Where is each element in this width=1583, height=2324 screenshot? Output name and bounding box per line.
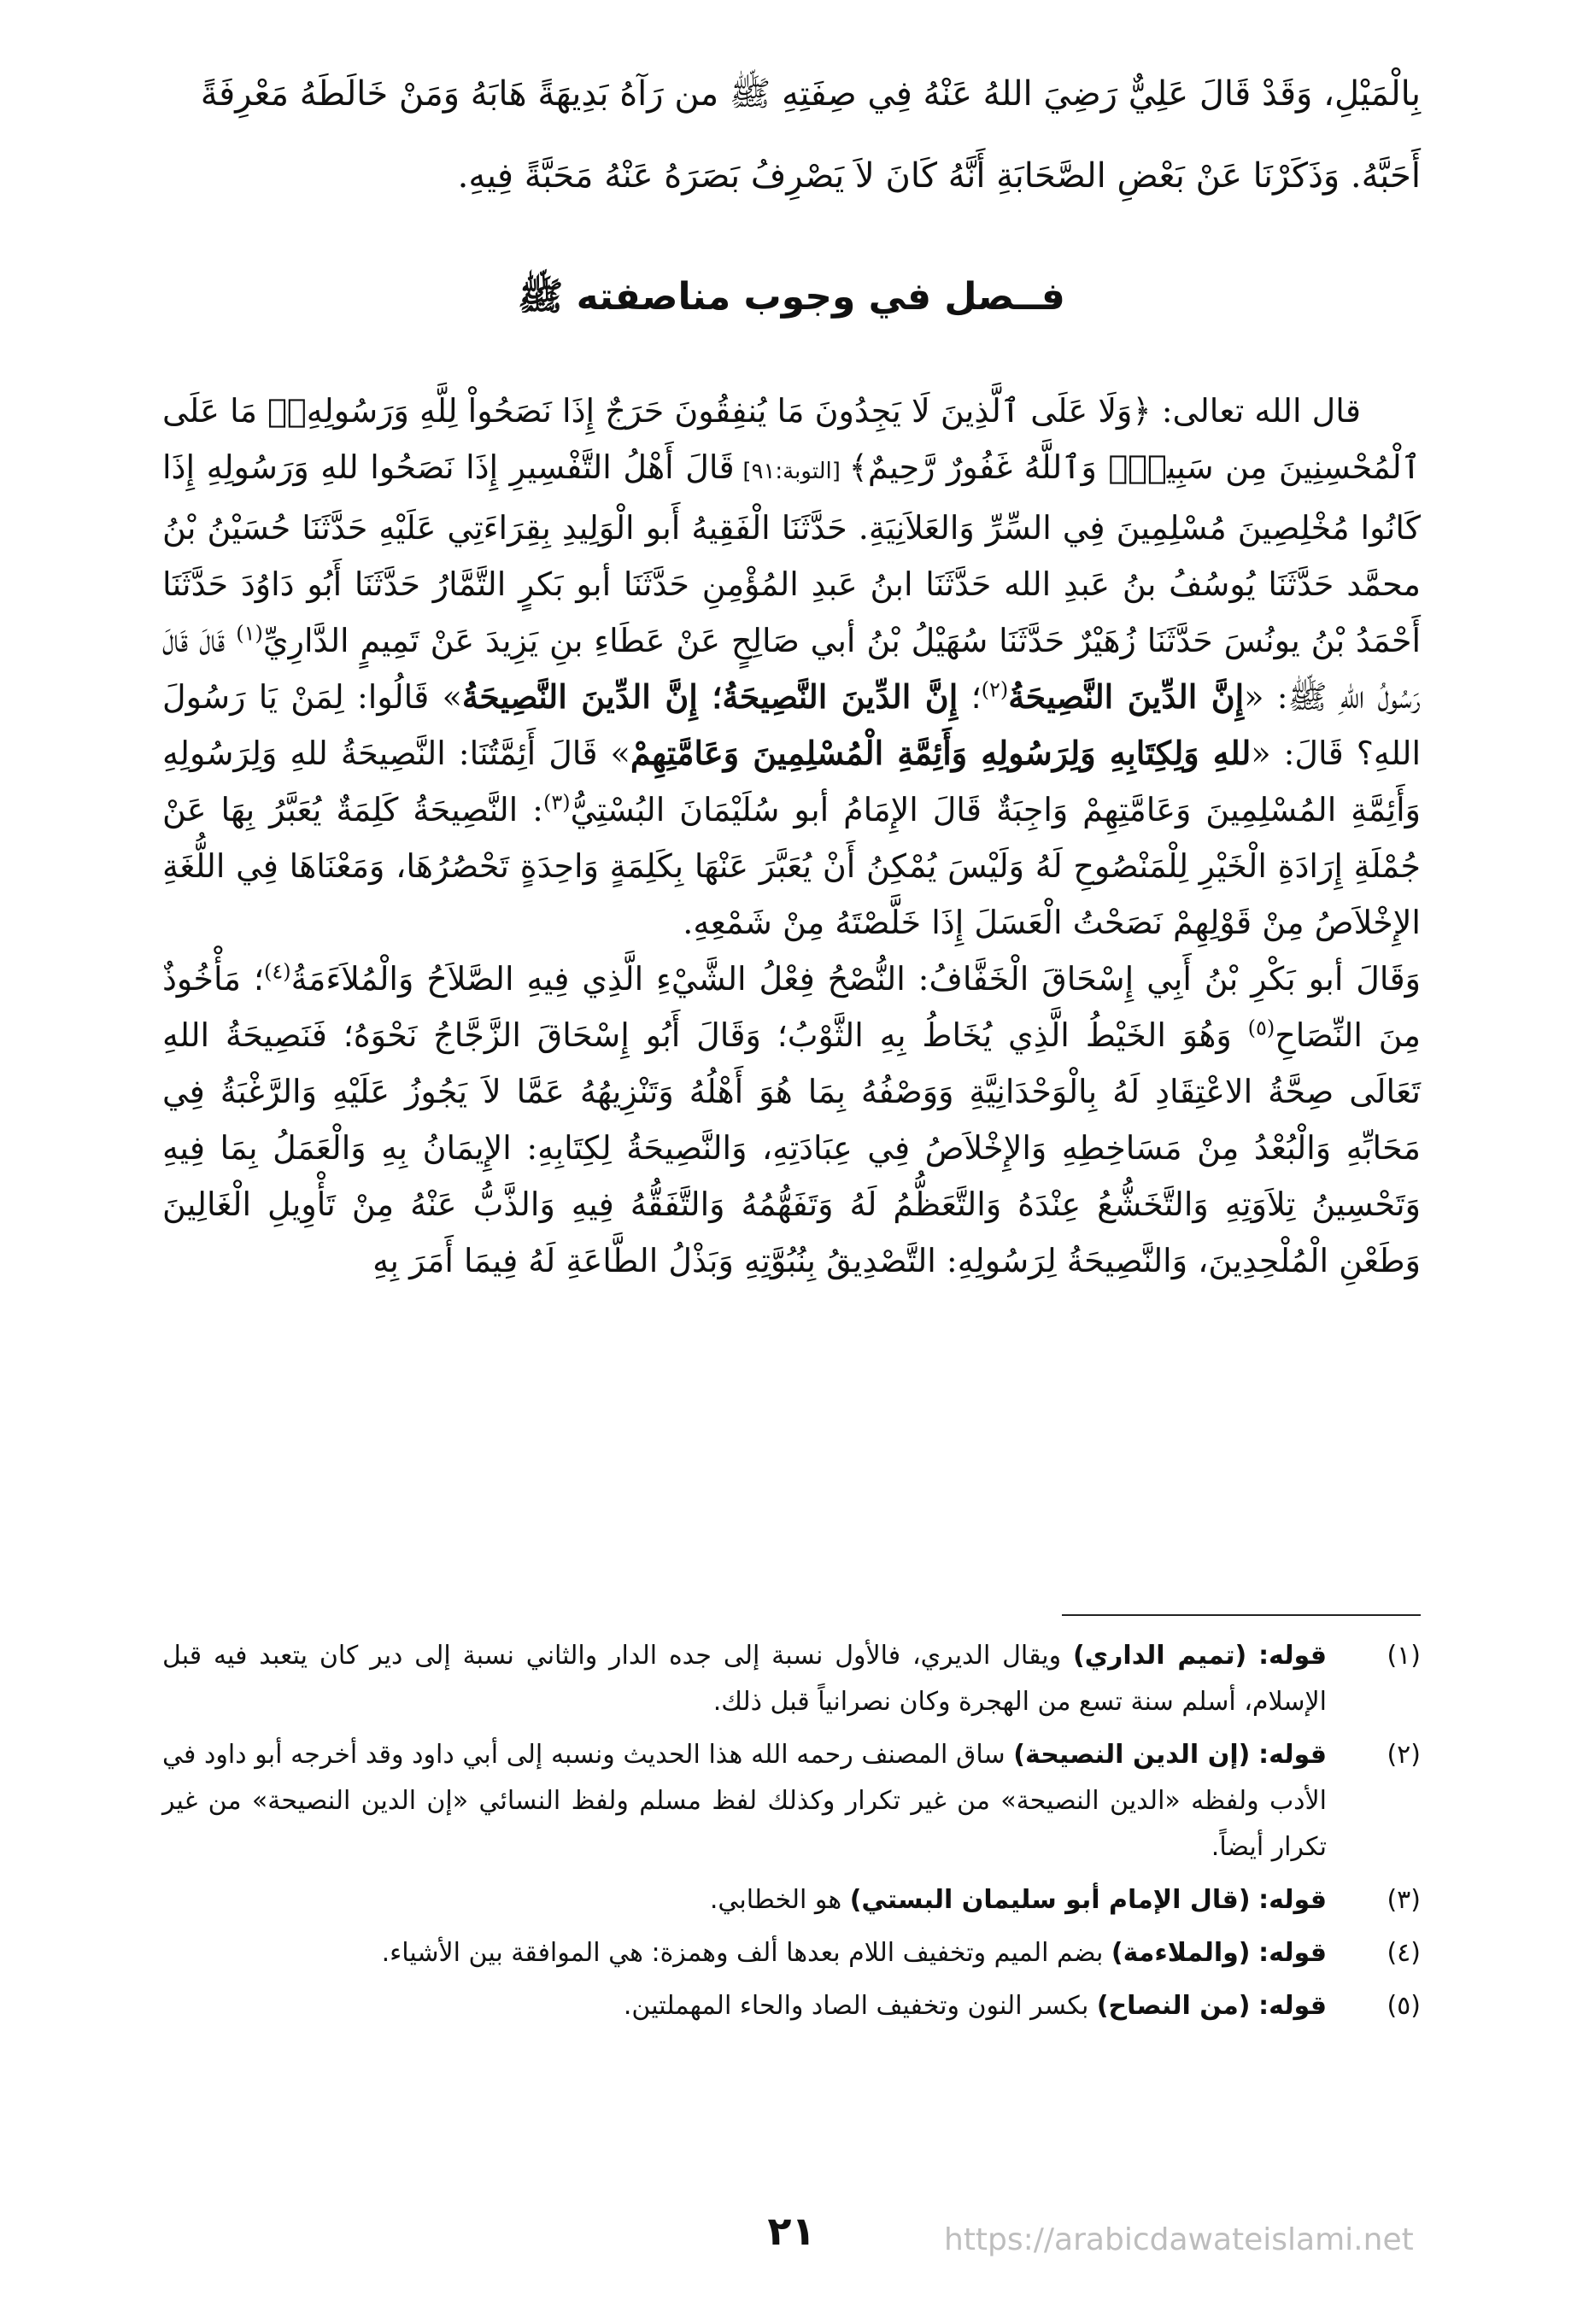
footnote-text [162, 1633, 1327, 1725]
footnote-text [162, 1983, 1327, 2029]
footnote-marker-1[interactable]: (١) [236, 621, 263, 646]
text-span: : النَّصِيحَةُ كَلِمَةٌ يُعَبَّرُ بِهَا عَنْ جُمْلَةِ إِرَادَةِ الْخَيْرِ لِلْمَنْصُوحِ لَهُ وَلَيْسَ يُمْكِنُ أَنْ يُعَبَّرَ عَنْهَا بِكَلِمَةٍ وَاحِدَةٍ تَحْصُرُهَا، وَمَعْنَاهَا فِي اللُّغَةِ الإِخْلاَصُ مِنْ قَوْلِهِمْ نَصَحْتُ الْعَسَلَ إِذَا خَلَّصْتَهُ مِنْ شَمْعِهِ. [162, 791, 1421, 941]
footnote-body: ويقال الديري، فالأول نسبة إلى جده الدار والثاني نسبة إلى دير كان يتعبد فيه قبل الإسلام، أسلم سنة تسع من الهجرة وكان نصرانياً قبل ذلك. [162, 1641, 1327, 1717]
footnote-number: (٢) [1387, 1740, 1421, 1770]
watermark-url: https://arabicdawateislami.net [944, 2222, 1414, 2257]
hadith-text: للهِ وَلِكِتَابِهِ وَلِرَسُولِهِ وَأَئِمَّةِ الْمُسْلِمِينَ وَعَامَّتِهِمْ [630, 734, 1252, 772]
quran-verse: ﴿وَلَا عَلَى ٱلَّذِينَ لَا يَجِدُونَ مَا يُنفِقُونَ حَرَجٌ إِذَا نَصَحُواْ لِلَّهِ وَرَسُولِهِۦۚ مَا عَلَى ٱلْمُحْسِنِينَ مِن سَبِيلٍۚ وَٱللَّهُ غَفُورٌ رَّحِيمٌ﴾ [162, 392, 1421, 486]
footnote-term: (والملاءمة) [1111, 1938, 1251, 1968]
footnote-marker-4[interactable]: (٤) [263, 959, 291, 984]
text-span: ؛ مَأْخُوذٌ مِنَ النِّصَاحِ [162, 960, 1421, 1054]
text-span: وَقَالَ أبو بَكْرِ بْنُ أَبِي إِسْحَاقَ الْخَفَّافُ: النُّصْحُ فِعْلُ الشَّيْءِ الَّذِي فِيهِ الصَّلاَحُ وَالْمُلاَءَمَةُ [290, 960, 1421, 998]
footnote-body: بكسر النون وتخفيف الصاد والحاء المهملتين. [623, 1991, 1097, 2021]
footnote-5 [162, 1983, 1421, 2029]
footnote-label: قوله: [1258, 1641, 1327, 1671]
footnote-marker-5[interactable]: (٥) [1247, 1016, 1275, 1040]
text-span: ؛ [958, 678, 982, 716]
text-span: وَهُوَ الخَيْطُ الَّذِي يُخَاطُ بِهِ الثَّوْبُ؛ وَقَالَ أَبُو إِسْحَاقَ الزَّجَّاجُ نَحْوَهُ؛ فَنَصِيحَةُ اللهِ تَعَالَى صِحَّةُ الاعْتِقَادِ لَهُ بِالْوَحْدَانِيَّةِ وَوَصْفُهُ بِمَا هُوَ أَهْلُهُ وَتَنْزِيهُهُ عَمَّا لاَ يَجُوزُ عَلَيْهِ وَالرَّغْبَةُ فِي مَحَابِّهِ وَالْبُعْدُ مِنْ مَسَاخِطِهِ وَالإِخْلاَصُ فِي عِبَادَتِهِ، وَالنَّصِيحَةُ لِكِتَابِهِ: الإِيمَانُ بِهِ وَالْعَمَلُ بِمَا فِيهِ وَتَحْسِينُ تِلاَوَتِهِ وَالتَّخَشُّعُ عِنْدَهُ وَالتَّعَظُّمُ لَهُ وَتَفَهُّمُهُ وَالتَّفَقُّهُ فِيهِ وَالذَّبُّ عَنْهُ مِنْ تَأْوِيلِ الْغَالِينَ وَطَعْنِ الْمُلْحِدِينَ، وَالنَّصِيحَةُ لِرَسُولِهِ: التَّصْدِيقُ بِنُبُوَّتِهِ وَبَذْلُ الطَّاعَةِ لَهُ فِيمَا أَمَرَ بِهِ [162, 1016, 1421, 1279]
footnote-marker-3[interactable]: (٣) [542, 790, 571, 815]
intro-paragraph [162, 53, 1421, 217]
footnote-term: (إن الدين النصيحة) [1013, 1740, 1251, 1770]
text-span: قَالَ أَهْلُ التَّفْسِيرِ إِذَا نَصَحُوا للهِ وَرَسُولِهِ إِذَا كَانُوا مُخْلِصِينَ مُسْلِمِينَ فِي السِّرِّ وَالعَلاَنِيَةِ. حَدَّثَنَا الْفَقِيهُ أَبو الْوَلِيدِ بِقِرَاءَتِي عَلَيْهِ حَدَّثَنَا حُسَيْنُ بْنُ محمَّد حَدَّثَنَا يُوسُفُ بنُ عَبدِ الله حَدَّثَنَا ابنُ عَبدِ المُؤْمِنِ حَدَّثَنَا أبو بَكرٍ التَّمَّارُ حَدَّثَنَا أَبُو دَاوُدَ حَدَّثَنَا أَحْمَدُ بْنُ يونُسَ حَدَّثَنَا زُهَيْرٌ حَدَّثَنَا سُهَيْلُ بْنُ أبي صَالِحٍ عَنْ عَطَاءِ بنِ يَزِيدَ عَنْ تَمِيمٍ الدَّارِيِّ [162, 448, 1421, 659]
text-span: قال الله تعالى: [1151, 392, 1361, 430]
intro-line-2: أَحَبَّهُ. وَذَكَرْنَا عَنْ بَعْضِ الصَّحَابَةِ أَنَّهُ كَانَ لاَ يَصْرِفُ بَصَرَهُ عَنْهُ مَحَبَّةً فِيهِ. [457, 156, 1421, 196]
footnote-2 [162, 1732, 1421, 1870]
footnote-separator [1062, 1614, 1421, 1616]
paragraph-2 [162, 951, 1421, 1289]
section-heading: فــصل في وجوب مناصفته ﷺ [518, 275, 1065, 319]
footnote-term: (تميم الداري) [1072, 1641, 1247, 1671]
footnote-text [162, 1930, 1327, 1976]
paragraph-1 [162, 383, 1421, 951]
page-number: ٢١ [767, 2208, 816, 2254]
footnote-1 [162, 1633, 1421, 1725]
footnote-4 [162, 1930, 1421, 1976]
footnote-body: هو الخطابي. [709, 1885, 850, 1915]
text-span: قَالَ قَالَ رَسُولُ اللهِ ﷺ: « [162, 622, 1421, 716]
footnote-text [162, 1877, 1327, 1923]
footnote-number: (١) [1387, 1641, 1421, 1671]
footnote-label: قوله: [1258, 1740, 1327, 1770]
footnote-term: (قال الإمام أبو سليمان البستي) [849, 1885, 1251, 1915]
footnote-number: (٥) [1387, 1991, 1421, 2021]
footnote-number: (٤) [1387, 1938, 1421, 1968]
text-span: » قَالُوا: لِمَنْ يَا رَسُولَ اللهِ؟ قَالَ: « [162, 678, 1422, 772]
footnote-term: (من النصاح) [1096, 1991, 1251, 2021]
footnote-number: (٣) [1387, 1885, 1421, 1915]
footnote-3 [162, 1877, 1421, 1923]
footnote-label: قوله: [1258, 1991, 1327, 2021]
verse-reference: [التوبة:٩١] [734, 459, 849, 484]
footnote-marker-2[interactable]: (٢) [981, 677, 1009, 702]
footnote-label: قوله: [1258, 1885, 1327, 1915]
footnote-body: بضم الميم وتخفيف اللام بعدها ألف وهمزة: هي الموافقة بين الأشياء. [381, 1938, 1111, 1968]
footnotes [162, 1633, 1421, 2036]
footnote-label: قوله: [1258, 1938, 1327, 1968]
footnote-text [162, 1732, 1327, 1870]
hadith-text: إِنَّ الدِّينَ النَّصِيحَةُ؛ إِنَّ الدِّينَ النَّصِيحَةُ [461, 677, 959, 716]
main-text [162, 383, 1421, 1289]
footnote-body: ساق المصنف رحمه الله هذا الحديث ونسبه إلى أبي داود وقد أخرجه أبو داود في الأدب ولفظه «الدين النصيحة» من غير تكرار وكذلك لفظ مسلم ولفظ النسائي «إن الدين النصيحة» من غير تكرار أيضاً. [162, 1740, 1327, 1862]
hadith-text: إِنَّ الدِّينَ النَّصِيحَةُ [1008, 677, 1245, 716]
intro-line-1: بِالْمَيْلِ، وَقَدْ قَالَ عَلِيٌّ رَضِيَ اللهُ عَنْهُ فِي صِفَتِهِ ﷺ من رَآهُ بَدِيهَةً هَابَهُ وَمَنْ خَالَطَهُ مَعْرِفَةً [200, 74, 1421, 114]
text-span: » قَالَ أَئِمَّتُنَا: النَّصِيحَةُ للهِ وَلِرَسُولِهِ وَأَئِمَّةِ المُسْلِمِينَ وَعَامَّتِهِمْ وَاجِبَةٌ قَالَ الإِمَامُ أبو سُلَيْمَانَ البُسْتِيُّ [162, 735, 1422, 828]
